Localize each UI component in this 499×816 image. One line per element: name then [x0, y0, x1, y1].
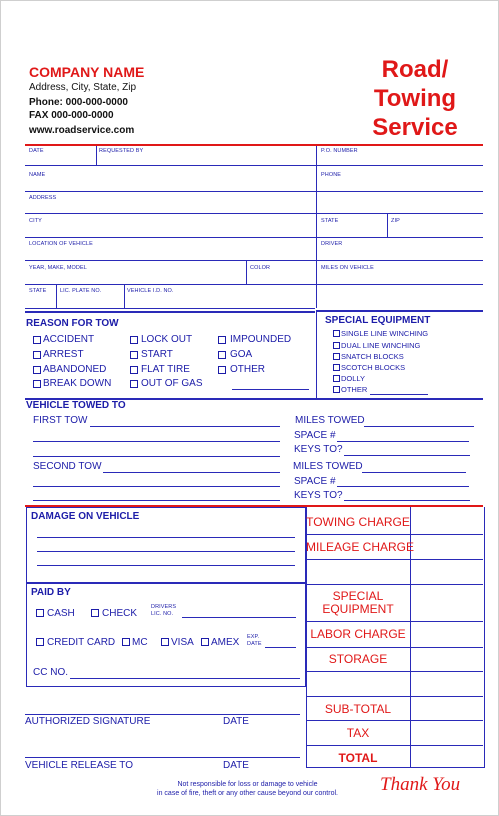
title-line-1: Road/ — [381, 56, 449, 83]
title-line-3: Service — [372, 114, 458, 141]
cash-label: CASH — [47, 608, 75, 619]
mileage-charge-label: MILEAGE CHARGE — [306, 540, 415, 554]
start-checkbox[interactable] — [130, 351, 138, 359]
paid-by-header: PAID BY — [31, 587, 71, 598]
amex-checkbox[interactable] — [201, 638, 209, 646]
check-label: CHECK — [102, 608, 138, 619]
arrest-checkbox[interactable] — [33, 351, 41, 359]
disclaimer — [140, 780, 355, 798]
location-field[interactable]: LOCATION OF VEHICLE — [29, 241, 93, 247]
goa-checkbox[interactable] — [218, 351, 226, 359]
accident-checkbox[interactable] — [33, 336, 41, 344]
disclaimer-line-1: Not responsible for loss or damage to vehicle — [177, 781, 318, 788]
miles-on-vehicle-field[interactable]: MILES ON VEHICLE — [321, 265, 374, 271]
second-tow-line-2[interactable] — [33, 486, 280, 487]
exp-label-2: DATE — [247, 641, 262, 647]
scotch-blocks-checkbox[interactable] — [333, 364, 340, 371]
cc-no-line[interactable] — [70, 678, 300, 679]
year-make-model-field[interactable]: YEAR, MAKE, MODEL — [29, 265, 87, 271]
drivers-lic-label-2: LIC. NO. — [151, 611, 174, 617]
first-tow-line-3[interactable] — [33, 456, 280, 457]
company-website: www.roadservice.com — [29, 125, 135, 136]
reason-label: ACCIDENT — [43, 334, 95, 345]
state2-field[interactable]: STATE — [29, 288, 47, 294]
towing-charge-label: TOWING CHARGE — [306, 515, 410, 529]
color-field[interactable]: COLOR — [250, 265, 271, 271]
impounded-checkbox[interactable] — [218, 336, 226, 344]
special-item-label: SNATCH BLOCKS — [341, 352, 404, 361]
special-item-label: OTHER — [341, 385, 368, 394]
mc-checkbox[interactable] — [122, 638, 130, 646]
lic-plate-field[interactable]: LIC. PLATE NO. — [60, 288, 102, 294]
miles-towed-label: MILES TOWED — [295, 415, 365, 426]
header-divider — [25, 144, 483, 146]
special-charge-line-2: EQUIPMENT — [322, 602, 394, 616]
company-name: COMPANY NAME — [29, 64, 145, 80]
second-tow-line[interactable] — [103, 472, 280, 473]
paid-by-box — [26, 583, 306, 687]
damage-line-2[interactable] — [37, 551, 295, 552]
reason-label: START — [141, 349, 173, 360]
company-address: Address, City, State, Zip — [29, 82, 137, 93]
reason-label: IMPOUNDED — [230, 334, 292, 345]
city-field[interactable]: CITY — [29, 218, 42, 224]
driver-field[interactable]: DRIVER — [321, 241, 343, 247]
special-charge-line-1: SPECIAL — [332, 589, 384, 603]
keys-label: KEYS TO? — [294, 444, 343, 455]
miles-towed-line-2[interactable] — [362, 472, 466, 473]
company-fax: FAX 000-000-0000 — [29, 110, 114, 121]
reason-label: ABANDONED — [43, 364, 107, 375]
exp-date-line[interactable] — [265, 647, 296, 648]
lock-out-checkbox[interactable] — [130, 336, 138, 344]
single-line-winching-checkbox[interactable] — [333, 330, 340, 337]
credit-card-label: CREDIT CARD — [47, 637, 116, 648]
flat-tire-checkbox[interactable] — [130, 366, 138, 374]
keys-label-2: KEYS TO? — [294, 490, 343, 501]
phone-field[interactable]: PHONE — [321, 172, 342, 178]
other-equipment-checkbox[interactable] — [333, 386, 340, 393]
reason-label: BREAK DOWN — [43, 378, 112, 389]
requested-by-field[interactable]: REQUESTED BY — [99, 148, 144, 154]
special-item-label: SINGLE LINE WINCHING — [341, 329, 429, 338]
authorized-signature-label: AUTHORIZED SIGNATURE — [25, 716, 151, 727]
amex-label: AMEX — [211, 637, 240, 648]
miles-towed-line[interactable] — [364, 426, 474, 427]
drivers-lic-label-1: DRIVERS — [151, 604, 177, 610]
dolly-checkbox[interactable] — [333, 375, 340, 382]
reason-label: OUT OF GAS — [141, 378, 203, 389]
reason-label: ARREST — [43, 349, 84, 360]
dual-line-winching-checkbox[interactable] — [333, 342, 340, 349]
signature-date-label: DATE — [223, 716, 249, 727]
subtotal-label: SUB-TOTAL — [324, 702, 392, 716]
visa-label: VISA — [171, 637, 194, 648]
reason-label: GOA — [230, 349, 253, 360]
check-checkbox[interactable] — [91, 609, 99, 617]
miles-towed-label-2: MILES TOWED — [293, 461, 363, 472]
special-item-label: DOLLY — [341, 374, 366, 383]
reason-label: FLAT TIRE — [141, 364, 190, 375]
first-tow-line[interactable] — [90, 426, 280, 427]
tax-label: TAX — [346, 726, 370, 740]
other-equipment-line[interactable] — [370, 394, 428, 395]
first-tow-line-2[interactable] — [33, 441, 280, 442]
total-label: TOTAL — [338, 751, 378, 765]
space-label: SPACE # — [294, 430, 336, 441]
snatch-blocks-checkbox[interactable] — [333, 353, 340, 360]
space-line-2[interactable] — [337, 486, 469, 487]
keys-line-2[interactable] — [344, 500, 470, 501]
damage-line-1[interactable] — [37, 537, 295, 538]
special-item-label: SCOTCH BLOCKS — [341, 363, 406, 372]
vehicle-id-field[interactable]: VEHICLE I.D. NO. — [127, 288, 174, 294]
cc-no-label: CC NO. — [33, 667, 68, 678]
vehicle-release-line[interactable] — [25, 757, 300, 758]
first-tow-label: FIRST TOW — [33, 415, 88, 426]
space-label-2: SPACE # — [294, 476, 336, 487]
state-field[interactable]: STATE — [321, 218, 339, 224]
reason-label: OTHER — [230, 364, 265, 375]
other-reason-checkbox[interactable] — [218, 366, 226, 374]
reason-label: LOCK OUT — [141, 334, 193, 345]
drivers-lic-line[interactable] — [182, 617, 296, 618]
break-down-checkbox[interactable] — [33, 380, 41, 388]
visa-checkbox[interactable] — [161, 638, 169, 646]
release-date-label: DATE — [223, 760, 249, 771]
title-line-2: Towing — [373, 85, 457, 112]
name-field[interactable]: NAME — [29, 172, 46, 178]
damage-header: DAMAGE ON VEHICLE — [31, 511, 140, 522]
mc-label: MC — [132, 637, 148, 648]
cash-checkbox[interactable] — [36, 609, 44, 617]
exp-label-1: EXP. — [247, 634, 260, 640]
labor-charge-label: LABOR CHARGE — [310, 627, 406, 641]
special-equipment-header: SPECIAL EQUIPMENT — [325, 315, 431, 326]
vehicle-release-label: VEHICLE RELEASE TO — [25, 760, 134, 771]
out-of-gas-checkbox[interactable] — [130, 380, 138, 388]
second-tow-line-3[interactable] — [33, 500, 280, 501]
special-item-label: DUAL LINE WINCHING — [341, 341, 421, 350]
abandoned-checkbox[interactable] — [33, 366, 41, 374]
authorized-signature-line[interactable] — [25, 714, 300, 715]
damage-line-3[interactable] — [37, 565, 295, 566]
reason-header: REASON FOR TOW — [26, 318, 119, 329]
special-equipment-charge-label — [306, 590, 410, 616]
form-title — [340, 55, 490, 142]
towed-header: VEHICLE TOWED TO — [26, 400, 126, 411]
date-field[interactable]: DATE — [29, 148, 44, 154]
space-line[interactable] — [337, 441, 469, 442]
credit-card-checkbox[interactable] — [36, 638, 44, 646]
second-tow-label: SECOND TOW — [33, 461, 102, 472]
company-phone: Phone: 000-000-0000 — [29, 97, 128, 108]
storage-label: STORAGE — [328, 652, 388, 666]
keys-line[interactable] — [344, 455, 470, 456]
other-reason-line[interactable] — [232, 389, 309, 390]
address-field[interactable]: ADDRESS — [29, 195, 57, 201]
disclaimer-line-2: in case of fire, theft or any other cause beyond our control. — [157, 790, 338, 797]
zip-field[interactable]: ZIP — [391, 218, 400, 224]
thank-you-text: Thank You — [380, 774, 461, 795]
po-number-field[interactable]: P.O. NUMBER — [321, 148, 358, 154]
